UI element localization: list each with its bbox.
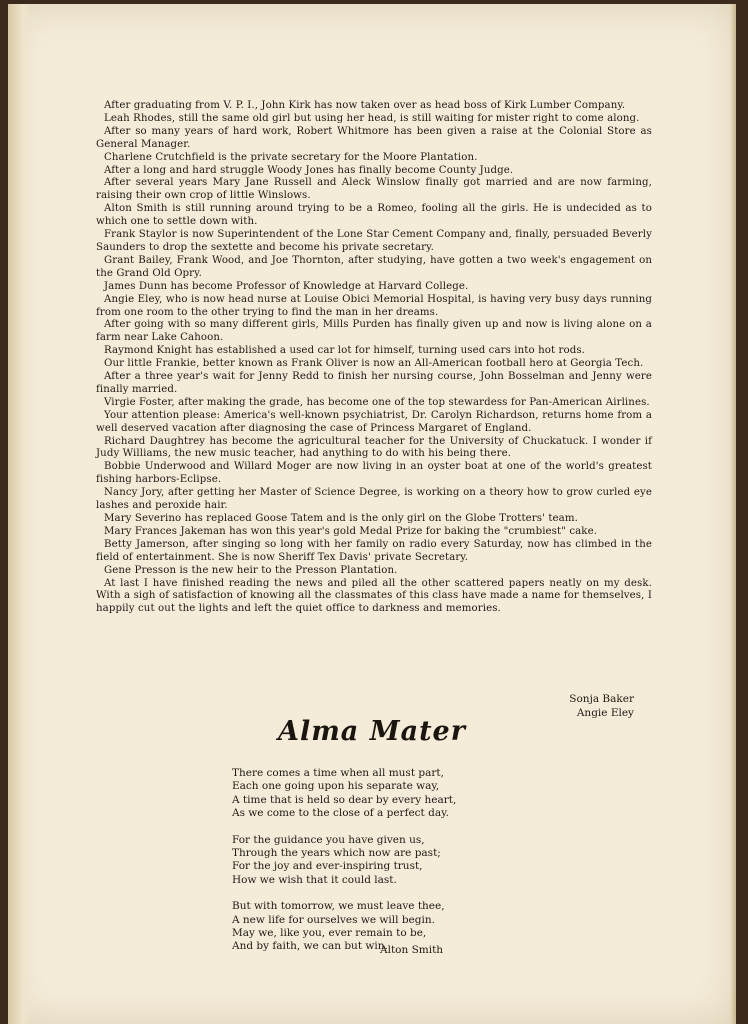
poem-line: But with tomorrow, we must leave thee, bbox=[232, 900, 445, 913]
poem-line: As we come to the close of a perfect day. bbox=[232, 807, 449, 820]
paragraph: Leah Rhodes, still the same old girl but using her head, is still waiting for mister right to come along. bbox=[104, 112, 640, 124]
poem-author: Alton Smith bbox=[380, 944, 444, 956]
paragraph: Betty Jamerson, after singing so long with her family on radio every Saturday, now has climbed in the field of entertainment. She is now Sheriff Tex Davis' private Secretary. bbox=[96, 538, 652, 563]
poem-line: Through the years which now are past; bbox=[232, 847, 441, 860]
signer-name: Sonja Baker bbox=[569, 693, 634, 705]
poem-line: How we wish that it could last. bbox=[232, 873, 397, 886]
paragraph: After a three year's wait for Jenny Redd to finish her nursing course, John Bosselman and Jenny were finally married. bbox=[96, 371, 652, 395]
page-spine-shadow bbox=[8, 4, 30, 1024]
paragraph: Raymond Knight has established a used car lot for himself, turning used cars into hot rods. bbox=[104, 345, 585, 357]
paragraph: Frank Staylor is now Superintendent of the Lone Star Cement Company and, finally, persuaded Beverly Saunders to drop the sextette and become his private secretary. bbox=[96, 229, 652, 253]
class-prophecy-text bbox=[96, 100, 652, 616]
page-edge-shadow bbox=[730, 4, 736, 1024]
poem-line: A time that is held so dear by every heart, bbox=[232, 793, 457, 806]
paragraph: After going with so many different girls, Mills Purden has finally given up and now is living alone on a farm near Lake Cahoon. bbox=[96, 319, 652, 344]
paragraph: Charlene Crutchfield is the private secretary for the Moore Plantation. bbox=[104, 151, 478, 163]
paragraph: After graduating from V. P. I., John Kirk has now taken over as head boss of Kirk Lumber Company. bbox=[104, 100, 626, 111]
poem-line: And by faith, we can but win. bbox=[232, 940, 388, 953]
paragraph: At last I have finished reading the news and piled all the other scattered papers neatly on my desk. With a sigh of satisfaction of knowing all the classmates of this class have made a name for themselves, I happily cut out the lights and left the quiet office to darkness and memories. bbox=[96, 577, 652, 615]
paragraph: After several years Mary Jane Russell and Aleck Winslow finally got married and are now farming, raising their own crop of little Winslows. bbox=[96, 177, 652, 202]
alma-mater-title: Alma Mater bbox=[278, 716, 466, 747]
paragraph: Virgie Foster, after making the grade, has become one of the top stewardess for Pan-American Airlines. bbox=[104, 396, 650, 408]
poem-line: Each one going upon his separate way, bbox=[232, 780, 440, 793]
paragraph: After so many years of hard work, Robert Whitmore has been given a raise at the Colonial Store as General Manager. bbox=[96, 125, 652, 150]
poem-line: May we, like you, ever remain to be, bbox=[232, 927, 427, 940]
alma-mater-poem bbox=[232, 767, 456, 967]
paragraph: Your attention please: America's well-known psychiatrist, Dr. Carolyn Richardson, returns home from a well deserved vacation after diagnosing the case of Princess Margaret of England. bbox=[96, 409, 652, 434]
paragraph: After a long and hard struggle Woody Jones has finally become County Judge. bbox=[104, 164, 514, 176]
paragraph: Richard Daughtrey has become the agricultural teacher for the University of Chuckatuck. I wonder if Judy Williams, the new music teacher, had anything to do with his being there. bbox=[96, 435, 652, 460]
poem-stanza bbox=[232, 767, 456, 821]
poem-line: A new life for ourselves we will begin. bbox=[232, 913, 435, 926]
poem-line: For the guidance you have given us, bbox=[232, 833, 425, 846]
paragraph: Bobbie Underwood and Willard Moger are now living in an oyster boat at one of the world's greatest fishing harbors-Eclipse. bbox=[96, 461, 652, 486]
paragraph: Mary Severino has replaced Goose Tatem and is the only girl on the Globe Trotters' team. bbox=[104, 513, 578, 524]
paragraph: Angie Eley, who is now head nurse at Louise Obici Memorial Hospital, is having very busy days running from one room to the other trying to find the man in her dreams. bbox=[96, 293, 652, 318]
poem-stanza bbox=[232, 834, 456, 888]
paragraph: Gene Presson is the new heir to the Presson Plantation. bbox=[104, 564, 398, 576]
paragraph: Grant Bailey, Frank Wood, and Joe Thornton, after studying, have gotten a two week's engagement on the Grand Old Opry. bbox=[96, 254, 652, 279]
paragraph: Alton Smith is still running around trying to be a Romeo, fooling all the girls. He is undecided as to which one to settle down with. bbox=[96, 203, 652, 228]
signer-name: Angie Eley bbox=[576, 707, 634, 719]
paragraph: James Dunn has become Professor of Knowledge at Harvard College. bbox=[104, 280, 469, 292]
paragraph: Nancy Jory, after getting her Master of Science Degree, is working on a theory how to grow curled eye lashes and peroxide hair. bbox=[96, 487, 652, 512]
poem-line: For the joy and ever-inspiring trust, bbox=[232, 860, 423, 873]
paragraph: Mary Frances Jakeman has won this year's gold Medal Prize for baking the "crumbiest" cake. bbox=[104, 525, 598, 537]
paragraph: Our little Frankie, better known as Frank Oliver is now an All-American football hero at Georgia Tech. bbox=[104, 358, 644, 370]
poem-line: There comes a time when all must part, bbox=[232, 767, 444, 779]
yearbook-page bbox=[8, 4, 736, 1024]
